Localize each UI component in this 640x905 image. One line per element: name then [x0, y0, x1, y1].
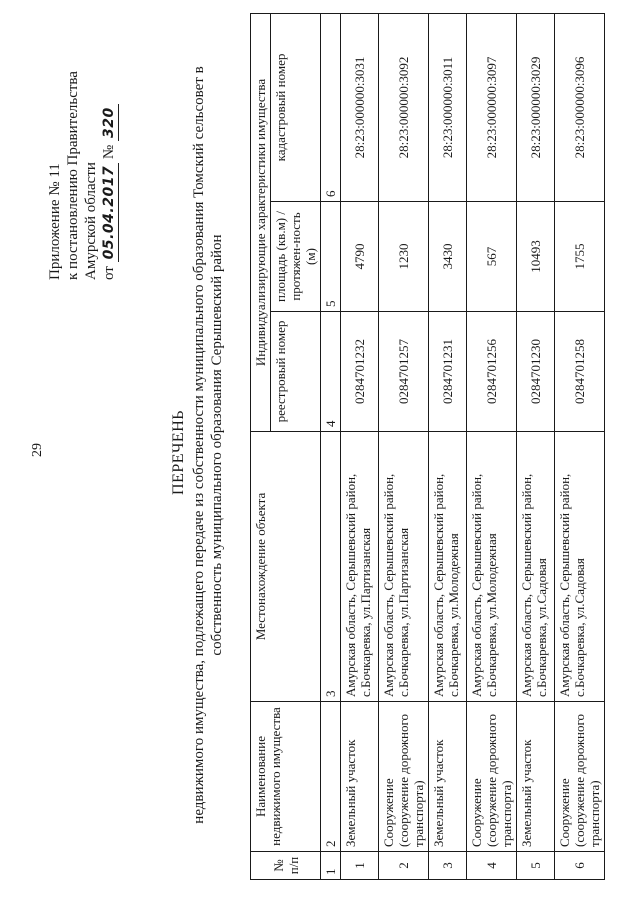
property-location: Амурская область, Серышевский район, с.Бочкаревка, ул.Садовая: [517, 432, 555, 702]
row-number: 1: [341, 852, 379, 880]
document-subtitle: [190, 55, 226, 835]
column-number-row: [321, 13, 341, 879]
cadastral-number: 28:23:000000:3097: [467, 13, 517, 201]
table-row: [341, 13, 379, 879]
handwritten-number: 320: [100, 104, 119, 141]
property-location: Амурская область, Серышевский район, с.Бочкаревка, ул.Партизанская: [379, 432, 429, 702]
registry-number: 0284701230: [517, 312, 555, 432]
header-name: Наименование недвижимого имущества: [251, 702, 321, 852]
row-number: 2: [379, 852, 429, 880]
column-number: 1: [321, 852, 341, 880]
column-number: 6: [321, 13, 341, 201]
cadastral-number: 28:23:000000:3029: [517, 13, 555, 201]
header-location: Местонахождение объекта: [251, 432, 321, 702]
property-name: Сооружение (сооружение дорожного транспорта): [379, 702, 429, 852]
page-number: 29: [30, 443, 45, 457]
row-number: 3: [429, 852, 467, 880]
annex-block: [46, 10, 119, 280]
property-area: 1230: [379, 202, 429, 312]
cadastral-number: 28:23:000000:3096: [555, 13, 605, 201]
table-row: [379, 13, 429, 879]
cadastral-number: 28:23:000000:3092: [379, 13, 429, 201]
header-number: № п/п: [251, 852, 321, 880]
property-name: Земельный участок: [517, 702, 555, 852]
header-area: площадь (кв.м) / протяжен-ность (м): [271, 202, 321, 312]
subtitle-line-2: собственность муниципального образования Серышевский район: [209, 234, 225, 656]
annex-date-line: [100, 10, 119, 280]
column-number: 3: [321, 432, 341, 702]
header-characteristics: Индивидуализирующие характеристики имущества: [251, 13, 271, 431]
row-number: 4: [467, 852, 517, 880]
property-location: Амурская область, Серышевский район, с.Бочкаревка, ул.Садовая: [555, 432, 605, 702]
registry-number: 0284701258: [555, 312, 605, 432]
table-row: [555, 13, 605, 879]
property-name: Земельный участок: [429, 702, 467, 852]
registry-number: 0284701256: [467, 312, 517, 432]
table-row: [517, 13, 555, 879]
subtitle-line-1: недвижимого имущества, подлежащего передаче из собственности муниципального образования Томский сельсовет в: [191, 66, 207, 824]
annex-region-line: Амурской области: [83, 162, 99, 280]
property-area: 1755: [555, 202, 605, 312]
property-name: Земельный участок: [341, 702, 379, 852]
property-area: 10493: [517, 202, 555, 312]
annex-resolution-line: к постановлению Правительства: [65, 71, 81, 280]
property-location: Амурская область, Серышевский район, с.Бочкаревка, ул.Молодежная: [429, 432, 467, 702]
row-number: 5: [517, 852, 555, 880]
annex-title: Приложение № 11: [47, 163, 63, 280]
row-number: 6: [555, 852, 605, 880]
header-registry: реестровый номер: [271, 312, 321, 432]
table-row: [429, 13, 467, 879]
property-location: Амурская область, Серышевский район, с.Бочкаревка, ул.Молодежная: [467, 432, 517, 702]
property-area: 567: [467, 202, 517, 312]
number-prefix: №: [101, 144, 117, 160]
registry-number: 0284701257: [379, 312, 429, 432]
property-location: Амурская область, Серышевский район, с.Бочкаревка, ул.Партизанская: [341, 432, 379, 702]
column-number: 2: [321, 702, 341, 852]
header-row: [251, 13, 271, 879]
property-name: Сооружение (сооружение дорожного транспорта): [555, 702, 605, 852]
property-table: [250, 13, 605, 880]
cadastral-number: 28:23:000000:3011: [429, 13, 467, 201]
handwritten-date: 05.04.2017: [100, 163, 119, 263]
date-prefix: от: [101, 266, 117, 280]
header-cadastral: кадастровый номер: [271, 13, 321, 201]
document-title: ПЕРЕЧЕНЬ: [170, 410, 187, 495]
column-number: 5: [321, 202, 341, 312]
column-number: 4: [321, 312, 341, 432]
property-name: Сооружение (сооружение дорожного транспорта): [467, 702, 517, 852]
table-row: [467, 13, 517, 879]
registry-number: 0284701232: [341, 312, 379, 432]
property-area: 3430: [429, 202, 467, 312]
cadastral-number: 28:23:000000:3031: [341, 13, 379, 201]
registry-number: 0284701231: [429, 312, 467, 432]
property-area: 4790: [341, 202, 379, 312]
